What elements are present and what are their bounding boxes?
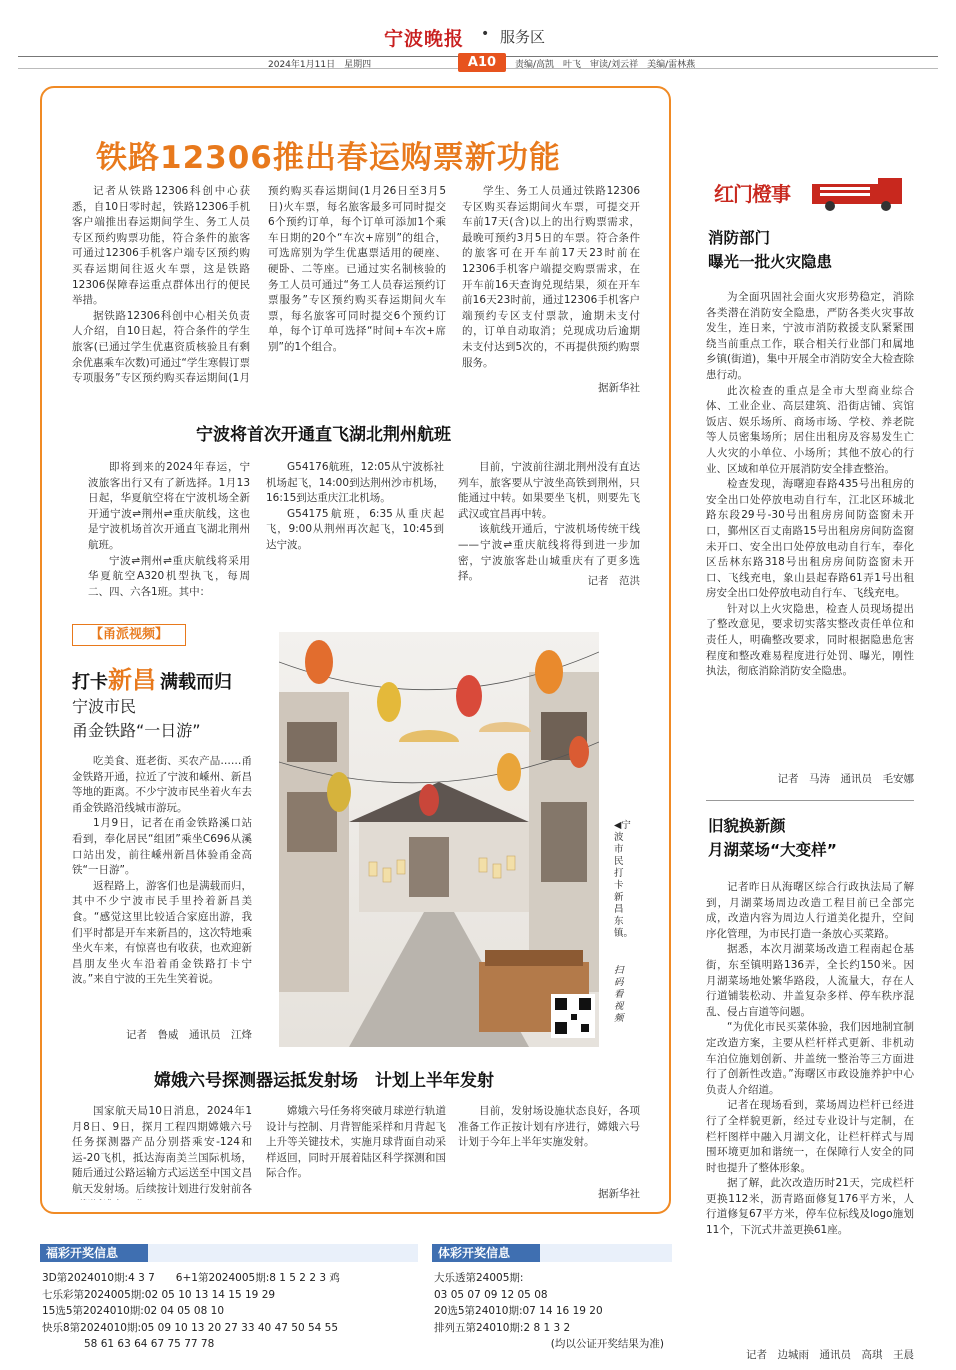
railway-column-3 [462,184,640,380]
sports-results [434,1270,674,1353]
xinchang-paragraph: 吃美食、逛老街、买农产品……甬金铁路开通，拉近了宁波和嵊州、新昌等地的距离。不少宁波市民坐着火车去甬金铁路沿线城市游玩。 [72,755,252,814]
market-headline-1: 旧貌换新颜 [708,817,786,835]
sports-result-line: 排列五第24010期:2 8 1 3 2 [434,1321,571,1334]
welfare-result-line: 快乐8第2024010期:05 09 10 13 20 27 33 40 47 50 54 55 [42,1321,339,1334]
masthead-separator: • [481,26,490,42]
qr-code[interactable] [551,994,595,1038]
market-paragraph: 记者在现场看到，菜场周边栏杆已经进行了全样貌更新，经过专业设计与定制，在栏杆图样中融入月湖文化，让栏杆样式与周围环境更加和谐统一，在保障行人安全的同时也提升了整体形象。 [706,1099,914,1174]
welfare-results [42,1270,432,1353]
jingzhou-column-3 [458,460,640,588]
railway-paragraph-cont: 预约购买春运期间(1月26日至3月5日)火车票，每名旅客最多可同时提交6个预约订单，每个订单可添加1个乘车日期的20个“车次+席别”的组合，可选席别为学生优惠票适用的硬座、硬卧、二等座。已通过实名制核验的务工人员可通过“务工人员春运预约订票服务”专区预约购买春运期间火车票，每名旅客可同时提交6个预约订单，每个订单可选择“时间+车次+席别”的1个组合。 [268,185,446,353]
change6-column-1 [72,1104,252,1200]
page-number-badge: A10 [458,53,506,72]
change6-paragraph: 嫦娥六号任务将突破月球逆行轨道设计与控制、月背智能采样和月背起飞上升等关键技术，实施月球背面自动采样返回，同时开展着陆区科学探测和国际合作。 [266,1105,446,1180]
headline-highlight: 新昌 [108,666,156,694]
market-headline-2: 月湖菜场“大变样” [708,841,837,859]
lottery-note: (均以公证开奖结果为准) [550,1338,664,1350]
fire-paragraph: 针对以上火灾隐患，检查人员现场提出了整改意见，要求切实落实整改责任单位和责任人，明确整改要求，同时根据隐患危害程度和整改难易程度进行处罚、曝光，刚性执法，彻底消除消防安全隐患。 [706,602,914,678]
photo-caption: ◀宁波市民打卡新昌东镇。 [614,820,634,939]
jingzhou-paragraph: G54175航班，6:35从重庆起飞，9:00从荆州再次起飞，10:45到达宁波。 [266,507,444,551]
fire-headline-1: 消防部门 [708,229,771,247]
jingzhou-column-2 [266,460,444,602]
fire-byline: 记者 马涛 通讯员 毛安娜 [777,773,914,785]
xinchang-byline: 记者 鲁威 通讯员 江烽 [126,1029,252,1041]
lantern-street-photo [279,632,599,1047]
railway-column-1 [72,184,250,387]
change6-byline: 据新华社 [598,1188,640,1200]
jingzhou-paragraph: 即将到来的2024年春运，宁波旅客出行又有了新选择。1月13日起，华夏航空将在宁波机场全新开通宁波⇌荆州⇌重庆航线，这也是宁波机场首次开通直飞湖北荆州航班。 [88,461,250,551]
railway-paragraph: 记者从铁路12306科创中心获悉，自10日零时起，铁路12306手机客户端推出春运期间学生、务工人员专区预约购票功能，符合条件的旅客可通过12306手机客户端专区预约购买春运期间往返火车票，这是铁路12306保障春运重点群体出行的便民举措。 [72,185,250,307]
column-logo-text: 红门橙事 [714,182,790,206]
welfare-result-line: 3D第2024010期:4 3 7 6+1第2024005期:8 1 5 2 2 3 鸡 [42,1272,340,1284]
railway-headline: 铁路12306推出春运购票新功能 [96,140,561,176]
market-byline: 记者 边城雨 通讯员 高琪 王晨 [746,1349,914,1361]
market-paragraph: 据了解，此次改造历时21天，完成栏杆更换112米，沥青路面修复176平方米，人行道修复67平方米，停车位标线及logo施划11个，下沉式井盖更换61座。 [706,1177,914,1237]
street-illustration [279,632,599,1047]
sports-result-line: 20选5第24010期:07 14 16 19 20 [434,1305,603,1317]
jingzhou-paragraph: 宁波⇌荆州⇌重庆航线将采用华夏航空A320机型执飞，每周二、四、六各1班。其中： [88,554,250,598]
fire-paragraph: 检查发现，海曙迎春路435号出租房的安全出口处停放电动自行车，江北区环城北路东段29号-30号出租房房间防盗窗未开口，鄞州区百丈南路15号出租房房间防盗窗未开口、安全出口处停放电动自行车，奉化区岳林东路318号出租房房间防盗窗未开口、飞线充电，象山县起春路61弄1号出租房安全出口处停放电动自行车、飞线充电。 [706,478,914,600]
welfare-result-line: 58 61 63 64 67 75 77 78 [42,1338,215,1350]
change6-paragraph: 国家航天局10日消息，2024年1月8日、9日，探月工程四期嫦娥六号任务探测器产品分别搭乘安-124和运-20飞机，抵达海南美兰国际机场，随后通过公路运输方式运送至中国文昌航天发射场。后续按计划进行发射前各 [72,1105,252,1195]
change6-headline: 嫦娥六号探测器运抵发射场 计划上半年发射 [154,1071,494,1091]
video-column-tag: 【甬派视频】 [72,624,186,646]
sports-result-line: 大乐透第24005期: [434,1272,524,1284]
fire-headline-2: 曝光一批火灾隐患 [708,253,833,271]
fire-paragraph: 为全面巩固社会面火灾形势稳定，消除各类潜在消防安全隐患，严防各类火灾事故发生，连日来，宁波市消防救援支队紧紧围绕当前重点工作，联合相关行业部门和属地乡镇(街道)，集中开展全市消防安全大检查除患行动。 [706,291,914,381]
jingzhou-headline: 宁波将首次开通直飞湖北荆州航班 [196,425,451,445]
issue-date: 2024年1月11日 星期四 [268,60,372,70]
welfare-result-line: 15选5第2024010期:02 04 05 08 10 [42,1305,224,1317]
column-logo [708,174,908,214]
change6-paragraph: 目前，发射场设施状态良好，各项准备工作正按计划有序进行，嫦娥六号计划于今年上半年实施发射。 [458,1105,640,1149]
masthead-logo: 宁波晚报 [384,28,465,50]
xinchang-paragraph: 1月9日，记者在甬金铁路溪口站看到，奉化居民“组团”乘坐C696从溪口站出发，前往嵊州新昌体验甬金高铁“一日游”。 [72,817,252,877]
railway-paragraph: 据铁路12306科创中心相关负责人介绍，自10日起，符合条件的学生旅客(已通过学生优惠资质核验且有剩余优惠乘车次数)可通过“学生寒假订票专项服务”专区预约购买春运期间(1月 [72,309,250,385]
fire-body [706,290,914,766]
headline-prefix: 打卡 [72,672,108,693]
jingzhou-paragraph: 目前，宁波前往湖北荆州没有直达列车，旅客要从宁波坐高铁到荆州，只能通过中转。如果要坐飞机，则要先飞武汉或宜昌再中转。 [458,461,640,520]
change6-column-3 [458,1104,640,1184]
jingzhou-byline: 记者 范洪 [587,575,640,587]
welfare-result-line: 七乐彩第2024005期:02 05 10 13 14 15 19 29 [42,1288,276,1301]
railway-column-2 [268,184,446,396]
jingzhou-paragraph: G54176航班，12:05从宁波栎社机场起飞，14:00到达荆州沙市机场，16:15到达重庆江北机场。 [266,461,444,505]
headline-suffix: 满载而归 [160,672,232,693]
market-paragraph: “为优化市民买菜体验，我们因地制宜制定改造方案，主要从栏杆样式更新、非机动车泊位施划创新、井盖统一整治等三方面进行了创新性改造。”海曙区市政设施养护中心负责人介绍道。 [706,1021,914,1096]
editors-credit: 责编/高凯 叶飞 审读/刘云祥 美编/雷林燕 [515,60,696,70]
sidebar-divider [706,800,914,801]
xinchang-headline [72,660,232,695]
fire-paragraph: 此次检查的重点是全市大型商业综合体、工业企业、高层建筑、沿街店铺、宾馆饭店、娱乐场所、商场市场、学校、养老院等人员密集场所；居住出租房及容易发生亡人火灾的小单位、小场所；其他不放心的行业、区域和单位开展消防安全排查整治。 [706,384,914,475]
railway-paragraph: 学生、务工人员通过铁路12306专区购买春运期间火车票，可提交开车前17天(含)以上的出行购票需求，最晚可预约3月5日的车票。符合条件的旅客可在开车前17天23时前在12306手机客户端提交购票需求，在开车前16天查询兑现结果，须在开车前16天23时前，通过12306手机客户端预约专区支付票款，逾期未支付的，订单自动取消；兑现成功后逾期未支付达到5次的，不再提供预约购票服务。 [462,185,640,369]
xinchang-subtitle-1: 宁波市民 [72,697,137,716]
welfare-lottery-title: 福彩开奖信息 [40,1244,148,1262]
jingzhou-column-1 [88,460,250,602]
sports-result-line: 03 05 07 09 12 05 08 [434,1288,548,1301]
qr-caption: 扫码看视频 [614,965,624,1024]
section-name: 服务区 [500,28,546,46]
sports-lottery-title: 体彩开奖信息 [432,1244,540,1262]
railway-byline: 据新华社 [598,382,640,394]
xinchang-subtitle-2: 甬金铁路“一日游” [72,721,201,740]
change6-column-2 [266,1104,446,1200]
market-body [706,880,914,1348]
xinchang-body [72,754,252,1036]
market-paragraph: 据悉，本次月湖菜场改造工程南起仓基街，东至镇明路136弄，全长约150米。因月湖菜场地处繁华路段，人流量大，存在人行道铺装松动、井盖复杂多样、停车秩序混乱、侵占盲道等问题。 [706,943,914,1018]
xinchang-paragraph: 返程路上，游客们也是满载而归，其中不少宁波市民手里拎着新昌美食。“感觉这里比较适合家庭出游，我们平时都是开车来新昌的，这次特地乘坐火车来，有惊喜也有收获，也欢迎新昌朋友坐火车沿着甬金铁路打卡宁波。”来自宁波的王先生笑着说。 [72,879,252,986]
market-paragraph: 记者昨日从海曙区综合行政执法局了解到，月湖菜场周边改造工程目前已全部完成，改造内容为周边人行道美化提升，空间序化管理，为市民打造一条放心买菜路。 [706,881,914,940]
jingzhou-paragraph: 该航线开通后，宁波机场传统干线——宁波⇌重庆航线将得到进一步加密，宁波旅客赴山城重庆有了更多选择。 [458,523,640,583]
